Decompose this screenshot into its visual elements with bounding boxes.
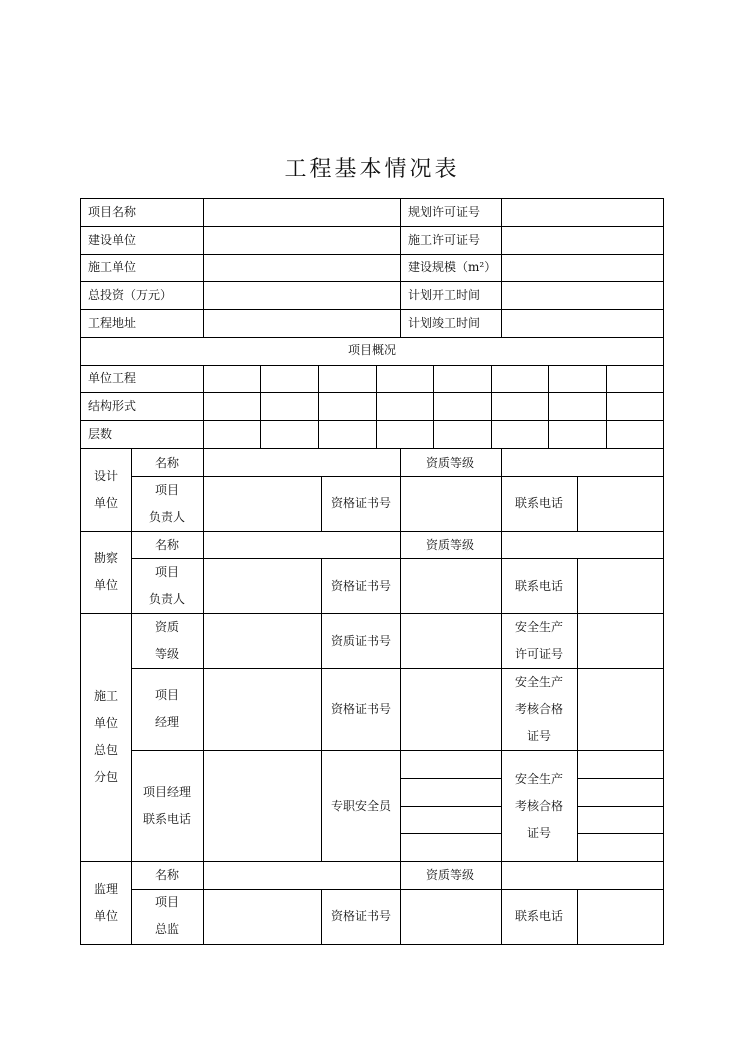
construction-safety-permit-label: 许可证号 xyxy=(514,647,564,661)
table-rule xyxy=(491,365,492,449)
table-rule xyxy=(400,448,401,532)
construction-cert-label: 资格证书号 xyxy=(330,702,392,716)
label-unit-project: 单位工程 xyxy=(88,371,137,385)
construction-qual-label: 资质 xyxy=(154,620,180,634)
table-rule xyxy=(80,448,664,449)
label-planning-permit: 规划许可证号 xyxy=(408,205,481,219)
table-rule xyxy=(400,613,401,862)
construction-safety-exam-label: 考核合格 xyxy=(514,702,564,716)
construction-unit-label: 单位 xyxy=(93,716,119,730)
table-rule xyxy=(321,613,322,862)
supervision-chief-label: 项目 xyxy=(154,895,180,909)
construction-manager-label: 项目 xyxy=(154,688,180,702)
survey-leader-label: 项目 xyxy=(154,565,180,579)
design-name-label: 名称 xyxy=(154,456,180,470)
table-rule xyxy=(501,861,502,945)
table-rule xyxy=(321,558,322,614)
table-rule xyxy=(80,365,664,366)
table-rule xyxy=(548,365,549,449)
design-unit-label: 单位 xyxy=(93,496,119,510)
construction-safety-exam2-label: 安全生产 xyxy=(514,772,564,786)
label-floors: 层数 xyxy=(88,427,113,441)
construction-qual-label: 等级 xyxy=(154,647,180,661)
table-rule xyxy=(400,806,502,807)
table-rule xyxy=(400,833,502,834)
design-leader-label: 项目 xyxy=(154,483,180,497)
label-planned-start: 计划开工时间 xyxy=(408,288,481,302)
table-rule xyxy=(501,198,502,338)
label-planned-completion: 计划竣工时间 xyxy=(408,316,481,330)
table-rule xyxy=(131,476,664,477)
construction-unit-label: 施工 xyxy=(93,689,119,703)
table-rule xyxy=(318,365,319,449)
design-cert-label: 资格证书号 xyxy=(330,496,392,510)
table-rule xyxy=(131,889,664,890)
table-rule xyxy=(577,833,664,834)
supervision-phone-label: 联系电话 xyxy=(514,909,564,923)
page-title: 工程基本情况表 xyxy=(284,157,460,182)
table-rule xyxy=(501,531,502,614)
table-rule xyxy=(80,420,664,421)
label-address: 工程地址 xyxy=(88,316,137,330)
construction-safety-permit-label: 安全生产 xyxy=(514,620,564,634)
table-rule xyxy=(203,365,204,449)
supervision-unit-label: 监理 xyxy=(93,882,119,896)
label-construction-permit: 施工许可证号 xyxy=(408,233,481,247)
construction-contact-label: 项目经理 xyxy=(142,785,192,799)
survey-grade-label: 资质等级 xyxy=(425,538,475,552)
design-leader-label: 负责人 xyxy=(148,510,186,524)
table-rule xyxy=(501,448,502,532)
table-rule xyxy=(577,889,578,945)
survey-unit-label: 勘察 xyxy=(93,551,119,565)
table-rule xyxy=(376,365,377,449)
survey-leader-label: 负责人 xyxy=(148,592,186,606)
table-rule xyxy=(400,778,502,779)
survey-unit-label: 单位 xyxy=(93,578,119,592)
table-rule xyxy=(203,613,204,862)
label-scale: 建设规模（m²） xyxy=(408,260,497,274)
table-rule xyxy=(131,531,132,614)
table-rule xyxy=(577,476,578,532)
construction-qual-cert-label: 资质证书号 xyxy=(330,634,392,648)
label-builder: 建设单位 xyxy=(88,233,137,247)
supervision-grade-label: 资质等级 xyxy=(425,868,475,882)
table-rule xyxy=(203,531,204,614)
construction-safety-exam-label: 安全生产 xyxy=(514,675,564,689)
table-rule xyxy=(400,861,401,945)
table-rule xyxy=(433,365,434,449)
table-rule xyxy=(577,558,578,614)
table-rule xyxy=(501,613,502,862)
construction-safety-exam2-label: 考核合格 xyxy=(514,799,564,813)
table-rule xyxy=(80,281,664,282)
section-overview: 项目概况 xyxy=(347,343,397,357)
label-contractor: 施工单位 xyxy=(88,260,137,274)
table-rule xyxy=(321,889,322,945)
table-rule xyxy=(203,861,204,945)
construction-safety-officer-label: 专职安全员 xyxy=(330,799,392,813)
table-rule xyxy=(80,198,664,199)
construction-unit-label: 分包 xyxy=(93,770,119,784)
survey-name-label: 名称 xyxy=(154,538,180,552)
label-structure: 结构形式 xyxy=(88,399,137,413)
survey-phone-label: 联系电话 xyxy=(514,579,564,593)
construction-safety-exam2-label: 证号 xyxy=(526,826,552,840)
table-rule xyxy=(203,198,204,338)
table-rule xyxy=(606,365,607,449)
table-rule xyxy=(260,365,261,449)
table-rule xyxy=(577,778,664,779)
design-grade-label: 资质等级 xyxy=(425,456,475,470)
table-rule xyxy=(131,613,132,862)
table-rule xyxy=(80,309,664,310)
construction-manager-label: 经理 xyxy=(154,715,180,729)
label-project-name: 项目名称 xyxy=(88,205,137,219)
supervision-cert-label: 资格证书号 xyxy=(330,909,392,923)
construction-unit-label: 总包 xyxy=(93,743,119,757)
table-rule xyxy=(131,668,664,669)
table-rule xyxy=(131,558,664,559)
table-rule xyxy=(400,531,401,614)
construction-safety-exam-label: 证号 xyxy=(526,729,552,743)
table-rule xyxy=(80,226,664,227)
table-rule xyxy=(203,448,204,532)
table-rule xyxy=(80,392,664,393)
table-rule xyxy=(131,448,132,532)
table-rule xyxy=(577,806,664,807)
label-investment: 总投资（万元） xyxy=(88,288,173,302)
survey-cert-label: 资格证书号 xyxy=(330,579,392,593)
design-unit-label: 设计 xyxy=(93,469,119,483)
construction-contact-label: 联系电话 xyxy=(142,812,192,826)
table-rule xyxy=(80,254,664,255)
table-rule xyxy=(400,198,401,338)
supervision-chief-label: 总监 xyxy=(154,922,180,936)
table-rule xyxy=(131,861,132,945)
supervision-unit-label: 单位 xyxy=(93,909,119,923)
table-rule xyxy=(80,337,664,338)
table-rule xyxy=(577,613,578,862)
supervision-name-label: 名称 xyxy=(154,868,180,882)
table-rule xyxy=(321,476,322,532)
design-phone-label: 联系电话 xyxy=(514,496,564,510)
table-rule xyxy=(80,198,81,945)
table-rule xyxy=(131,750,664,751)
